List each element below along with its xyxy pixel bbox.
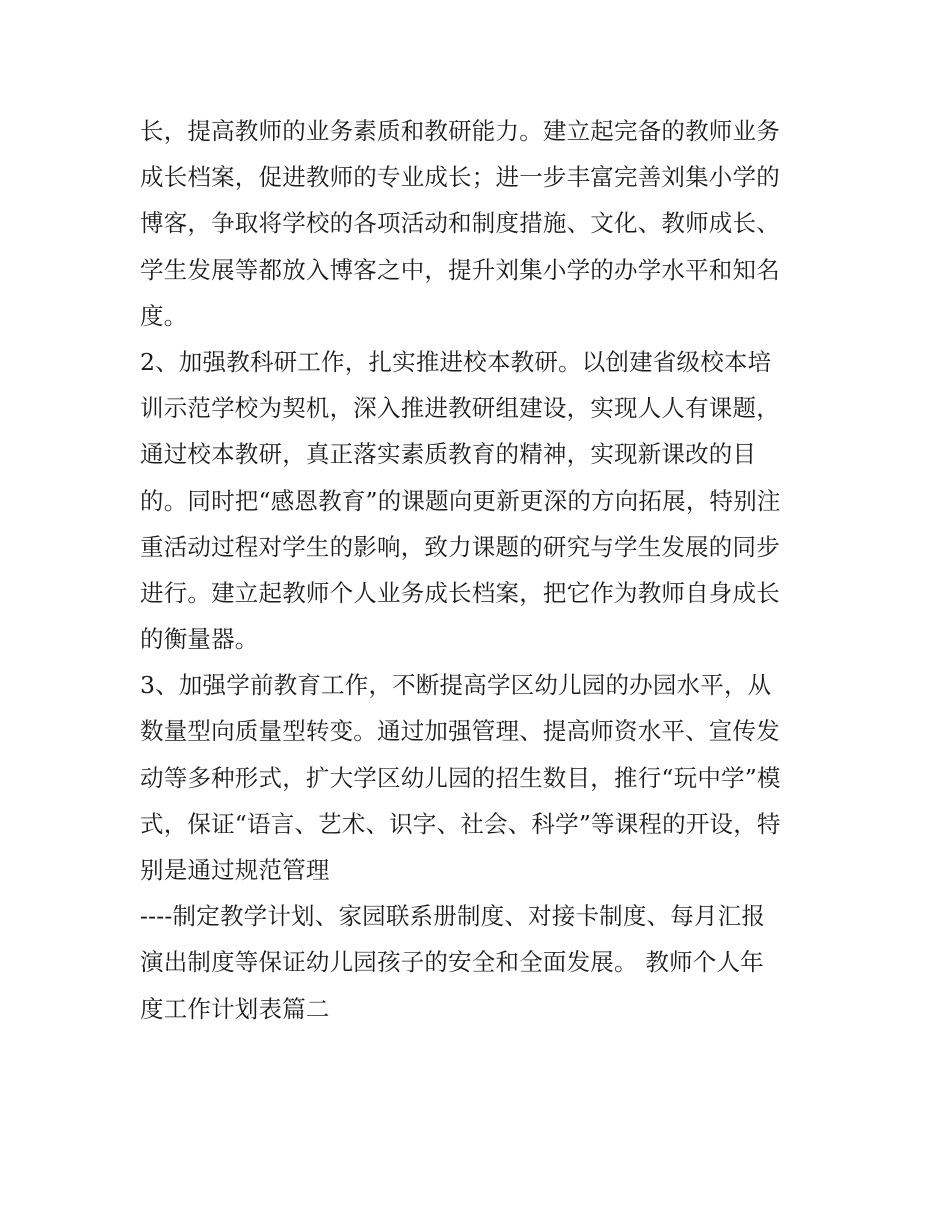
- text-line: 的衡量器。: [140, 625, 259, 654]
- text-line: 进行。建立起教师个人业务成长档案，把它作为教师自身成长: [140, 578, 780, 607]
- text-line: 动等多种形式，扩大学区幼儿园的招生数目，推行“玩中学”模: [140, 763, 781, 792]
- section-2-heading-line: 2、加强教科研工作，扎实推进校本教研。以创建省级校本培: [140, 347, 772, 376]
- text-line: 数量型向质量型转变。通过加强管理、提高师资水平、宣传发: [140, 717, 780, 746]
- text-line: 学生发展等都放入博客之中，提升刘集小学的办学水平和知名: [140, 255, 780, 284]
- text-line: 的。同时把“感恩教育”的课题向更新更深的方向拓展，特别注: [140, 486, 781, 515]
- text-line: 成长档案，促进教师的专业成长；进一步丰富完善刘集小学的: [140, 163, 780, 192]
- text-line: 度工作计划表篇二: [140, 994, 330, 1023]
- text-line: 式，保证“语言、艺术、识字、社会、科学”等课程的开设，特: [140, 809, 781, 838]
- document-body: [140, 108, 820, 1032]
- text-line: 博客，争取将学校的各项活动和制度措施、文化、教师成长、: [140, 209, 780, 238]
- text-line: 长，提高教师的业务素质和教研能力。建立起完备的教师业务: [140, 117, 780, 145]
- text-line: 训示范学校为契机，深入推进教研组建设，实现人人有课题，: [140, 394, 780, 423]
- text-line: 别是通过规范管理: [140, 856, 330, 884]
- text-line: ----制定教学计划、家园联系册制度、对接卡制度、每月汇报: [140, 902, 766, 931]
- text-line: 通过校本教研，真正落实素质教育的精神，实现新课改的目: [140, 440, 757, 469]
- text-line: 演出制度等保证幼儿园孩子的安全和全面发展。 教师个人年: [140, 948, 764, 977]
- text-line: 重活动过程对学生的影响，致力课题的研究与学生发展的同步: [140, 532, 780, 561]
- section-3-heading-line: 3、加强学前教育工作，不断提高学区幼儿园的办园水平，从: [140, 671, 772, 700]
- text-line: 度。: [140, 301, 188, 330]
